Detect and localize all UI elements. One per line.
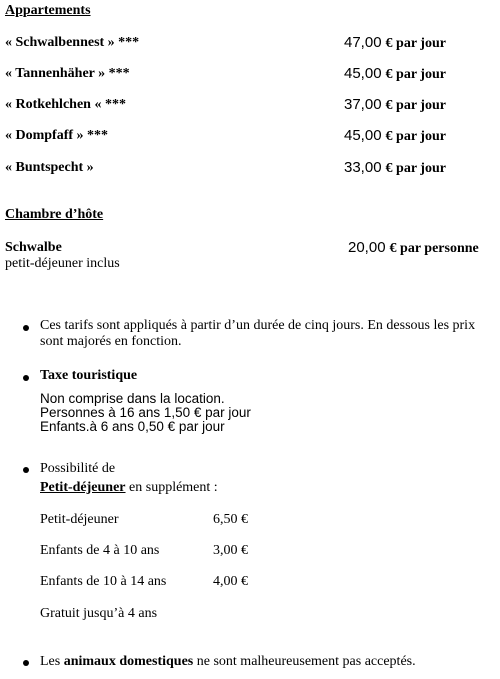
- apartment-name: « Rotkehlchen « ***: [5, 97, 126, 112]
- taxe-line: Enfants.à 6 ans 0,50 € par jour: [40, 419, 225, 434]
- bullet-icon: [23, 660, 29, 666]
- apartment-name: « Buntspecht »: [5, 160, 94, 175]
- chambre-price: [348, 240, 479, 257]
- price-unit: € par jour: [385, 129, 446, 144]
- section-heading-appartements: Appartements: [5, 3, 91, 18]
- possibilite-label: Possibilité de: [40, 461, 116, 476]
- petit-dejeuner-line: [40, 480, 218, 496]
- bullet-icon: [23, 467, 29, 473]
- apartment-name: « Tannenhäher » ***: [5, 66, 130, 81]
- apartment-price: [344, 66, 446, 83]
- breakfast-item-label: Enfants de 10 à 14 ans: [40, 574, 167, 589]
- chambre-note: petit-déjeuner inclus: [5, 256, 120, 271]
- price-value: 45,00: [344, 127, 382, 144]
- price-unit: € par jour: [385, 36, 446, 51]
- price-unit: € par personne: [389, 241, 479, 256]
- chambre-name: Schwalbe: [5, 240, 62, 255]
- animaux-prefix: Les: [40, 654, 64, 669]
- breakfast-item-price: 4,00 €: [213, 574, 248, 589]
- bullet-icon: [23, 325, 29, 331]
- price-value: 33,00: [344, 159, 382, 176]
- breakfast-item-price: 3,00 €: [213, 543, 248, 558]
- price-value: 47,00: [344, 34, 382, 51]
- apartment-name: « Schwalbennest » ***: [5, 35, 140, 50]
- price-value: 37,00: [344, 96, 382, 113]
- price-unit: € par jour: [385, 161, 446, 176]
- gratuit-note: Gratuit jusqu’à 4 ans: [40, 606, 158, 621]
- tarifs-note: Ces tarifs sont appliqués à partir d’un durée de cinq jours. En dessous les prix sont majorés en fonction.: [40, 318, 476, 349]
- apartment-price: [344, 35, 446, 52]
- animaux-bold: animaux domestiques: [63, 654, 194, 669]
- price-unit: € par jour: [385, 98, 446, 113]
- animaux-note: [40, 654, 416, 670]
- breakfast-item-label: Petit-déjeuner: [40, 512, 119, 527]
- bullet-icon: [23, 375, 29, 381]
- price-unit: € par jour: [385, 67, 446, 82]
- price-value: 45,00: [344, 65, 382, 82]
- price-value: 20,00: [348, 239, 386, 256]
- taxe-line: Non comprise dans la location.: [40, 391, 225, 406]
- breakfast-item-label: Enfants de 4 à 10 ans: [40, 543, 160, 558]
- apartment-price: [344, 160, 446, 177]
- section-heading-chambre: Chambre d’hôte: [5, 207, 104, 222]
- taxe-title: Taxe touristique: [40, 368, 138, 383]
- apartment-price: [344, 97, 446, 114]
- animaux-suffix: ne sont malheureusement pas acceptés.: [193, 654, 416, 669]
- taxe-line: Personnes à 16 ans 1,50 € par jour: [40, 405, 251, 420]
- apartment-name: « Dompfaff » ***: [5, 128, 109, 143]
- supplement-label: en supplément :: [125, 480, 218, 495]
- breakfast-item-price: 6,50 €: [213, 512, 248, 527]
- apartment-price: [344, 128, 446, 145]
- petit-dejeuner-label: Petit-déjeuner: [40, 480, 126, 495]
